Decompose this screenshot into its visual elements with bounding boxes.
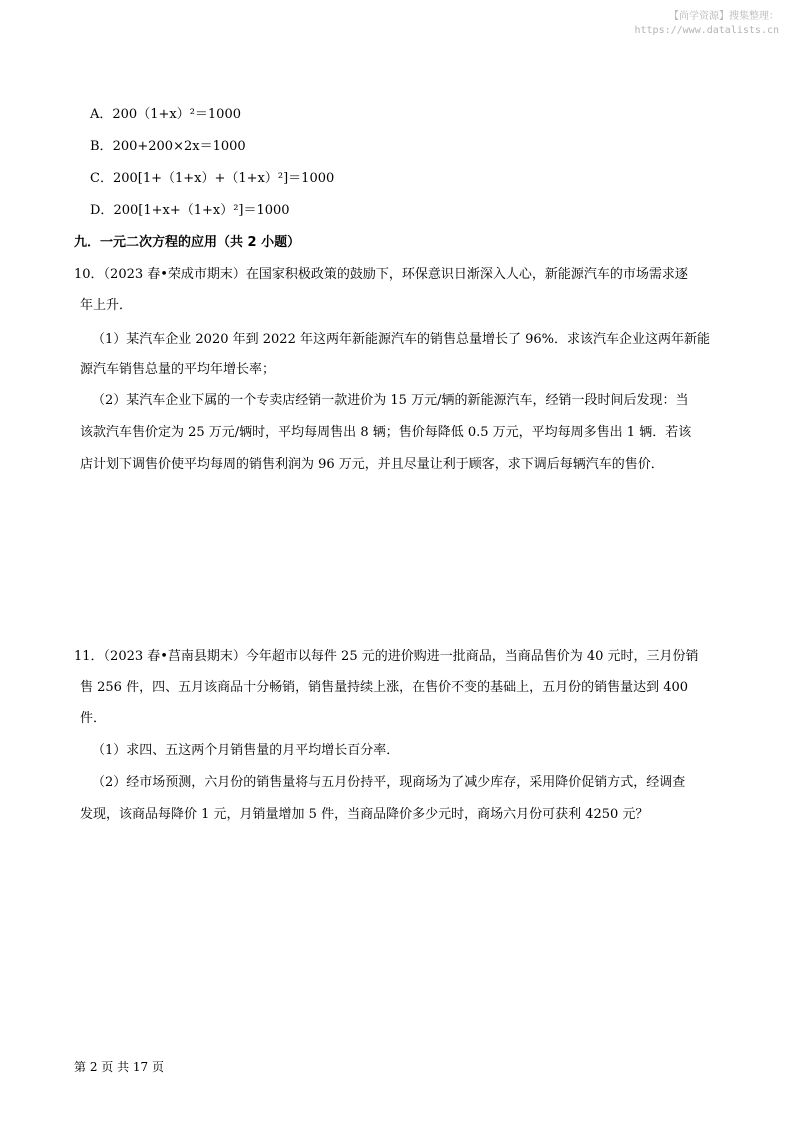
option-a: [90, 103, 241, 122]
watermark-title: 【尚学资源】搜集整理：: [669, 11, 779, 22]
page-footer: 第 2 页 共 17 页: [74, 1060, 164, 1074]
option-d-text: 200[1+x+（1+x）²]＝1000: [113, 203, 290, 218]
option-b-text: 200+200×2x＝1000: [112, 139, 246, 154]
option-b-label: B．: [90, 139, 113, 154]
q11-line1: 11．（2023 春•莒南县期末）今年超市以每件 25 元的进价购进一批商品，当商品售价为 40 元时，三月份销: [74, 649, 699, 664]
option-d: [90, 199, 290, 218]
watermark: [635, 10, 780, 38]
watermark-url: https://www.datalists.cn: [634, 25, 779, 36]
option-a-text: 200（1+x）²＝1000: [112, 107, 241, 122]
q10-line1: 10．（2023 春•荣成市期末）在国家积极政策的鼓励下，环保意识日渐深入人心，新能源汽车的市场需求逐: [74, 267, 688, 282]
option-c-text: 200[1+（1+x）+（1+x）²]＝1000: [112, 171, 335, 186]
q11-part2-line2: 发现，该商品每降价 1 元，月销量增加 5 件，当商品降价多少元时，商场六月份可获利 4250 元？: [80, 807, 649, 822]
q10-part2-line1: （2）某汽车企业下属的一个专卖店经销一款进价为 15 万元/辆的新能源汽车，经销一段时间后发现：当: [92, 393, 689, 408]
option-c-label: C．: [90, 171, 113, 186]
q10-part2-line2: 该款汽车售价定为 25 万元/辆时，平均每周售出 8 辆；售价每降低 0.5 万元，平均每周多售出 1 辆．若该: [80, 425, 692, 440]
q10-part2-line3: 店计划下调售价使平均每周的销售利润为 96 万元，并且尽量让利于顾客，求下调后每辆汽车的售价．: [80, 457, 664, 472]
q11-part2-line1: （2）经市场预测，六月份的销售量将与五月份持平，现商场为了减少库存，采用降价促销方式，经调查: [92, 775, 686, 790]
option-c: [90, 167, 334, 186]
q11-line3: 件．: [80, 711, 107, 726]
q10-part1-line1: （1）某汽车企业 2020 年到 2022 年这两年新能源汽车的销售总量增长了 96%．求该汽车企业这两年新能: [92, 332, 710, 347]
section-heading: 九．一元二次方程的应用（共 2 小题）: [74, 235, 301, 250]
option-b: [90, 135, 246, 154]
option-a-label: A．: [90, 107, 113, 122]
q10-part1-line2: 源汽车销售总量的平均年增长率；: [80, 362, 276, 377]
q11-part1-line1: （1）求四、五这两个月销售量的月平均增长百分率．: [92, 743, 400, 758]
q10-line2: 年上升．: [80, 298, 133, 313]
q11-line2: 售 256 件，四、五月该商品十分畅销，销售量持续上涨，在售价不变的基础上，五月份的销售量达到 400: [80, 680, 689, 695]
option-d-label: D．: [90, 203, 114, 218]
